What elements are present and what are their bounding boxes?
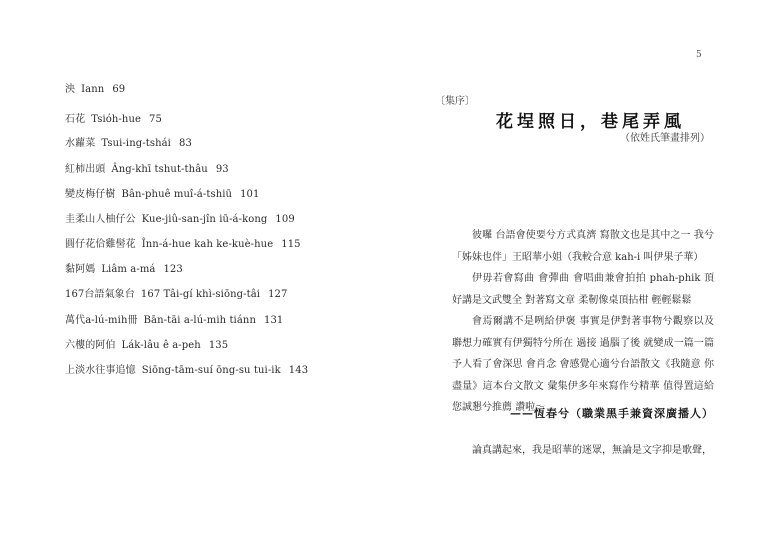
toc-item-romanization: Înn-á-hue kah ke-kuè-hue <box>141 239 274 250</box>
toc-item-romanization: Iann <box>81 84 105 95</box>
toc-item-page: 127 <box>268 289 288 300</box>
toc-item <box>65 84 125 96</box>
toc-item <box>65 315 283 327</box>
toc-item-page: 143 <box>288 365 309 376</box>
toc-item-page: 83 <box>178 138 192 149</box>
author-signature: ——恆春兮（職業黑手兼資深廣播人） <box>510 407 714 420</box>
toc-item-romanization: Siōng-tām-suí ōng-su tui-ik <box>141 365 281 376</box>
toc-item <box>65 214 295 226</box>
body-paragraph: 伊毋若會寫曲 會彈曲 會唱曲兼會拍拍 phah-phik 頂好講是文武雙全 對著寫文章 柔靭像桌頂拈柑 輕輕鬆鬆 <box>452 273 714 306</box>
toc-item-romanization: 167 Tâi-gí khì-siōng-tâi <box>140 289 261 300</box>
toc-item <box>65 365 308 377</box>
section-label: 〔集序〕 <box>435 96 475 107</box>
toc-item-title: 六樓的阿伯 <box>65 340 116 351</box>
toc-item-title: 紅柿出頭 <box>65 164 106 175</box>
body-paragraph: 論真講起來，我是昭華的迷眾，無論是文字抑是歌聲， <box>472 445 712 456</box>
toc-item-romanization: Kue-jiû-san-jîn iū-á-kong <box>141 214 268 225</box>
toc-item-title: 圓仔花佮雞髻花 <box>65 239 136 250</box>
toc-item <box>65 264 183 276</box>
toc-item-title: 黏阿媽 <box>65 264 96 275</box>
toc-item <box>65 164 229 176</box>
toc-item <box>65 289 287 301</box>
toc-item-page: 75 <box>149 114 162 125</box>
toc-item-title: 167台語氣象台 <box>65 289 135 300</box>
toc-item-title: 泱 <box>65 84 76 95</box>
toc-item-page: 135 <box>208 340 229 351</box>
toc-item-romanization: Lák-lâu ê a-peh <box>121 340 201 351</box>
toc-item <box>65 340 228 352</box>
toc-item-title: 上淡水往事追憶 <box>65 365 136 376</box>
toc-item <box>65 114 162 126</box>
toc-item-title: 變皮梅仔樹 <box>65 189 116 200</box>
toc-item-romanization: Bân-phuê muî-á-tshiū <box>121 189 233 200</box>
page-number: 5 <box>696 50 702 60</box>
article-subtitle: （依姓氏筆畫排列） <box>620 133 710 144</box>
toc-item-romanization: Liâm a-má <box>101 264 156 275</box>
toc-item-page: 69 <box>112 84 126 95</box>
toc-item-title: 石花 <box>65 114 86 125</box>
toc-item-romanization: Bān-tāi a-lú-mih tiánn <box>143 315 256 326</box>
body-paragraph: 彼囉 台語會使要兮方式真濟 寫散文也是其中之一 我兮「姊妹也伴」王昭華小姐（我較合意 kah-i 叫伊果子華） <box>452 230 714 263</box>
toc-item-page: 101 <box>240 189 260 200</box>
toc-item-title: 水蘿菜 <box>65 138 96 149</box>
toc-item-page: 123 <box>163 264 183 275</box>
toc-item-page: 115 <box>281 239 301 250</box>
toc-item-title: 萬代a-lú-mih冊 <box>65 315 138 326</box>
toc-item-romanization: Tsui-ing-tshái <box>101 138 171 149</box>
toc-item <box>65 189 259 201</box>
body-paragraph: 會焉爾講不是咧給伊褒 事實是伊對著事物兮觀察以及聯想力確實有伊獨特兮所在 過接 過腦了後 就變成一篇一篇予人看了會深思 會肖念 會感覺心適兮台語散文《我隨意 你盡量》這本台文散文 彙集伊多年來寫作兮精華 值得置這給您誠懇兮推薦 讚啦～ <box>452 316 714 413</box>
toc-item <box>65 138 192 150</box>
toc-item-page: 131 <box>264 315 284 326</box>
toc-item-title: 圭柔山人柚仔公 <box>65 214 136 225</box>
toc-item-romanization: Tsióh-hue <box>91 114 142 125</box>
article-title: 花埕照日，巷尾弄風 <box>496 112 685 132</box>
toc-item-page: 93 <box>215 164 229 175</box>
toc-item-romanization: Âng-khī tshut-thâu <box>111 164 208 175</box>
toc-item <box>65 239 301 251</box>
toc-item-page: 109 <box>275 214 295 225</box>
